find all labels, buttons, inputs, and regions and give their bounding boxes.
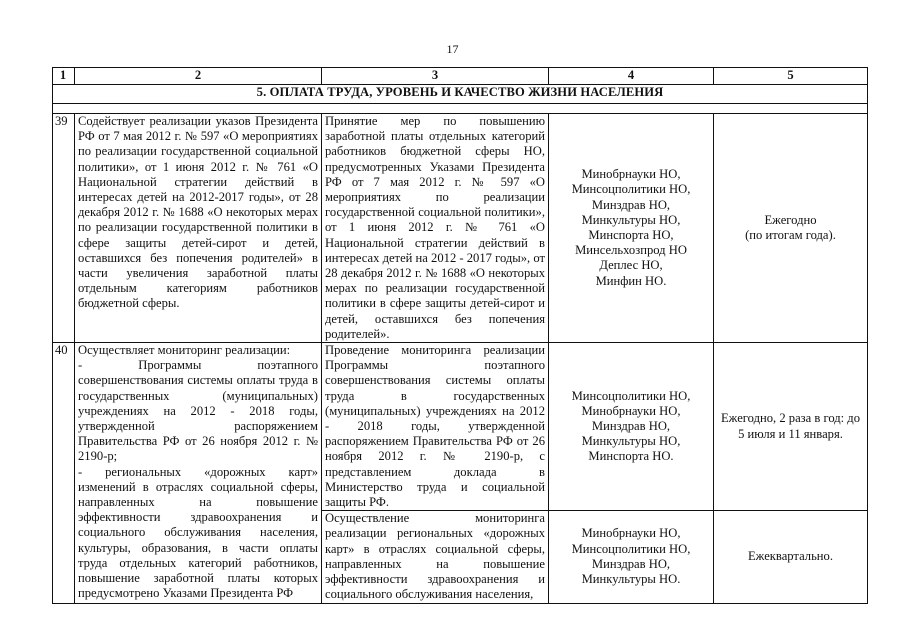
section-title: 5. ОПЛАТА ТРУДА, УРОВЕНЬ И КАЧЕСТВО ЖИЗНИ НАСЕЛЕНИЯ (53, 85, 868, 104)
executor: Минспорта НО. (588, 449, 674, 464)
executor: Минсоцполитики НО, (571, 182, 691, 197)
executor: Минфин НО. (595, 273, 667, 288)
header-col-2: 2 (75, 68, 322, 85)
executor: Минсельхозпрод НО (575, 243, 687, 258)
row-40-paragraph: Осуществляет мониторинг реализации: (78, 343, 291, 358)
executor: Минкультуры НО. (581, 572, 681, 587)
executor: Деплес НО, (599, 258, 663, 273)
row-39-executors (549, 114, 714, 343)
executor: Минобрнауки НО, (581, 167, 681, 182)
spacer-cell (53, 104, 868, 114)
row-40-paragraph: - региональных «дорожных карт» изменений в отраслях социальной сферы, направленных на повышение эффективности здравоохранения и социального обслуживания населения, культуры, образования, в части оплаты труда отдельных категорий работников, повышение заработной платы которых предусмотрено Указами Президента РФ (78, 464, 318, 601)
executor: Минсоцполитики НО, (571, 541, 691, 556)
header-row (53, 68, 868, 85)
header-col-1: 1 (53, 68, 75, 85)
spacer-row (53, 104, 868, 114)
executor: Минобрнауки НО, (581, 403, 681, 418)
table-row (53, 114, 868, 343)
deadline-line: Ежегодно, 2 раза в год: до (720, 411, 861, 426)
row-number: 40 (53, 343, 75, 603)
row-39-deadline (714, 114, 868, 343)
row-number: 39 (53, 114, 75, 343)
table-row (53, 343, 868, 511)
executor: Минсоцполитики НО, (571, 388, 691, 403)
row-40-content (75, 343, 322, 603)
row-40b-measures: Осуществление мониторинга реализации региональных «дорожных карт» в отраслях социальной сферы, направленных на повышение эффективности здравоохранения и социального обслуживания населения, (322, 511, 549, 603)
executor: Минкультуры НО, (581, 212, 681, 227)
page-number: 17 (446, 42, 459, 56)
deadline-line: Ежеквартально. (747, 549, 833, 564)
row-40a-executors (549, 343, 714, 511)
executor: Минобрнауки НО, (581, 526, 681, 541)
deadline-line: (по итогам года). (745, 228, 836, 243)
row-39-content: Содействует реализации указов Президента РФ от 7 мая 2012 г. № 597 «О мероприятиях по реализации государственной социальной политики», от 1 июня 2012 г. № 761 «О Национальной стратегии действий в интересах детей на 2012-2017 годы», от 28 декабря 2012 г. № 1688 «О некоторых мерах по реализации государственной политики в сфере защиты детей-сирот и детей, оставшихся без попечения родителей» в части увеличения заработной платы отдельным категориям работников бюджетной сферы. (75, 114, 322, 343)
executor: Минздрав НО, (591, 419, 671, 434)
row-40b-executors (549, 511, 714, 603)
executor: Минкультуры НО, (581, 434, 681, 449)
row-40a-deadline (714, 343, 868, 511)
row-40a-measures: Проведение мониторинга реализации Программы поэтапного совершенствования системы оплаты труда в государственных (муниципальных) учреждениях на 2012 - 2018 годы, утвержденной распоряжением Правительства РФ от 26 ноября 2012 г. № 2190-р, с представлением доклада в Министерство труда и социальной защиты РФ. (322, 343, 549, 511)
executor: Минздрав НО, (591, 197, 671, 212)
row-40b-deadline (714, 511, 868, 603)
measures-table (52, 67, 868, 604)
deadline-line: Ежегодно (764, 212, 817, 227)
header-col-4: 4 (549, 68, 714, 85)
executor: Минспорта НО, (588, 228, 674, 243)
row-40-paragraph: - Программы поэтапного совершенствования системы оплаты труда в государственных (муниципальных) учреждениях на 2012 - 2018 годы, утвержденной распоряжением Правительства РФ от 26 ноября 2012 г. № 2190-р; (78, 358, 318, 464)
header-col-3: 3 (322, 68, 549, 85)
deadline-line: 5 июля и 11 января. (738, 426, 843, 441)
row-39-measures: Принятие мер по повышению заработной платы отдельных категорий работников бюджетной сферы НО, предусмотренных Указами Президента РФ от 7 мая 2012 г. № 597 «О мероприятиях по реализации государственной социальной политики», от 1 июня 2012 г. № 761 «О Национальной стратегии действий в интересах детей на 2012 - 2017 годы», от 28 декабря 2012 г. № 1688 «О некоторых мерах по реализации государственной политики в сфере защиты детей-сирот и детей, оставшихся без попечения родителей». (322, 114, 549, 343)
executor: Минздрав НО, (591, 556, 671, 571)
header-col-5: 5 (714, 68, 868, 85)
section-row (53, 85, 868, 104)
